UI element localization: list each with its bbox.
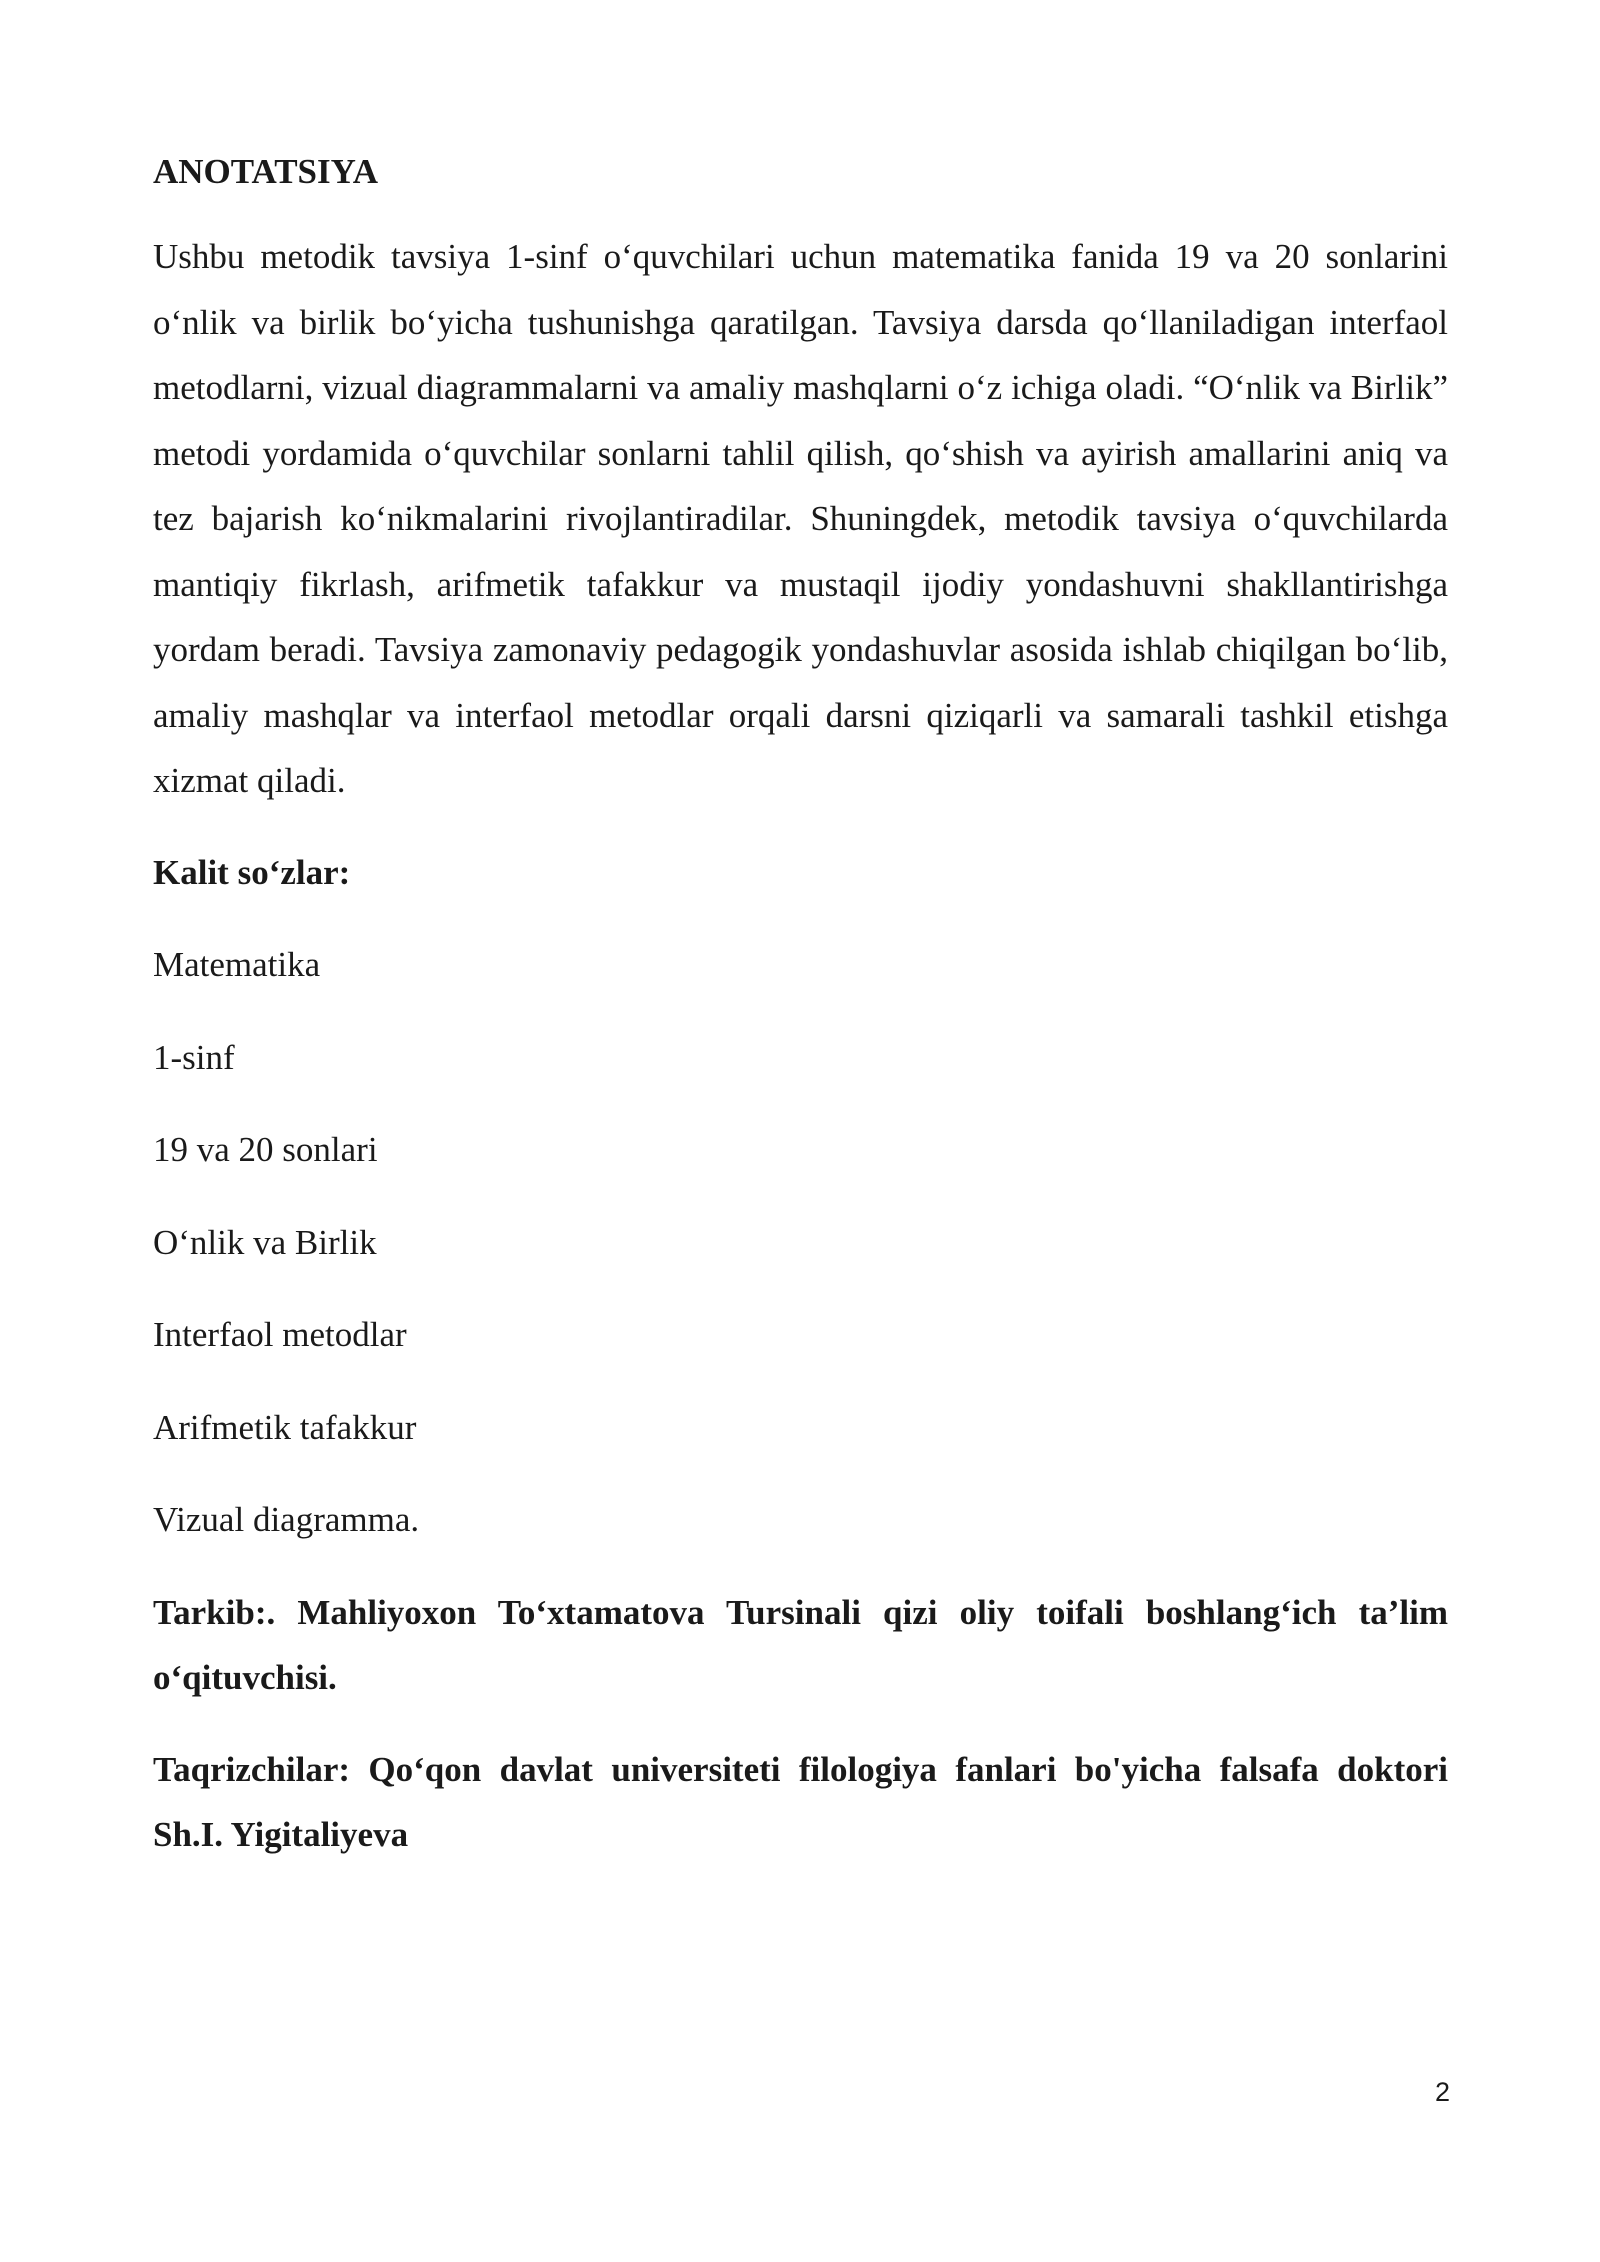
page-number: 2 (1434, 2077, 1450, 2107)
keyword-item: Matematika (153, 945, 321, 984)
keyword-item: Vizual diagramma. (153, 1500, 420, 1539)
keywords-heading: Kalit so‘zlar: (153, 852, 351, 892)
abstract-paragraph: Ushbu metodik tavsiya 1-sinf o‘quvchilari uchun matematika fanida 19 va 20 sonlarini o‘nlik va birlik bo‘yicha tushunishga qaratilgan. Tavsiya darsda qo‘llaniladigan interfaol metodlarni, vizual diagrammalarni va amaliy mashqlarni o‘z ichiga oladi. “O‘nlik va Birlik” metodi yordamida o‘quvchilar sonlarni tahlil qilish, qo‘shish va ayirish amallarini aniq va tez bajarish ko‘nikmalarini rivojlantiradilar. Shuningdek, metodik tavsiya o‘quvchilarda mantiqiy fikrlash, arifmetik tafakkur va mustaqil ijodiy yondashuvni shakllantirishga yordam beradi. Tavsiya zamonaviy pedagogik yondashuvlar asosida ishlab chiqilgan bo‘lib, amaliy mashqlar va interfaol metodlar orqali darsni qiziqarli va samarali tashkil etishga xizmat qiladi. (153, 237, 1448, 800)
keyword-item: Arifmetik tafakkur (153, 1407, 417, 1447)
page-title: ANOTATSIYA (153, 152, 378, 191)
keyword-item: 19 va 20 sonlari (153, 1130, 378, 1169)
keyword-item: Interfaol metodlar (153, 1315, 407, 1354)
reviewers-paragraph: Taqrizchilar: Qo‘qon davlat universiteti filologiya fanlari bo'yicha falsafa doktori Sh.I. Yigitaliyeva (153, 1749, 1448, 1854)
keyword-item: O‘nlik va Birlik (153, 1222, 377, 1262)
author-paragraph: Tarkib:. Mahliyoxon To‘xtamatova Tursinali qizi oliy toifali boshlang‘ich ta’lim o‘qituvchisi. (153, 1592, 1448, 1697)
keyword-list (153, 932, 1448, 1553)
keyword-item: 1-sinf (153, 1037, 235, 1077)
